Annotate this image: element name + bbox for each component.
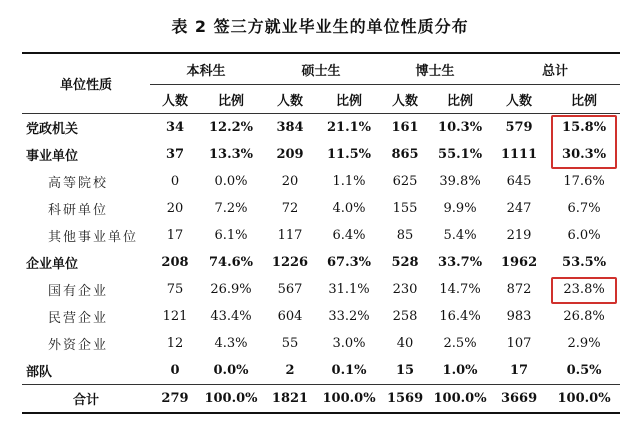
- ratio-cell: 15.8%: [562, 120, 607, 135]
- row-label: 民营企业: [48, 311, 109, 326]
- ratio-cell: 33.2%: [328, 309, 370, 324]
- ratio-cell: 74.6%: [209, 255, 254, 270]
- table-row: [22, 357, 620, 385]
- ratio-cell: 1.0%: [442, 363, 478, 378]
- count-cell: 528: [391, 255, 419, 270]
- ratio-cell: 6.0%: [567, 228, 601, 243]
- count-header: 人数: [380, 85, 430, 114]
- ratio-cell: 6.1%: [214, 228, 248, 243]
- count-cell: 72: [281, 201, 299, 216]
- ratio-cell: 13.3%: [209, 147, 254, 162]
- total-ratio-cell: 100.0%: [200, 385, 262, 414]
- count-cell: 247: [506, 201, 532, 216]
- count-cell: 34: [165, 120, 185, 135]
- total-count-cell: 279: [150, 385, 200, 414]
- ratio-cell: 3.0%: [332, 336, 366, 351]
- table-row: [22, 330, 620, 357]
- count-cell: 17: [510, 363, 529, 378]
- row-label: 部队: [26, 365, 53, 380]
- table-row: [22, 195, 620, 222]
- count-cell: 1962: [500, 255, 538, 270]
- count-cell: 107: [506, 336, 532, 351]
- count-cell: 579: [505, 120, 533, 135]
- row-label: 事业单位: [26, 149, 79, 164]
- count-cell: 872: [506, 282, 532, 297]
- table-row: [22, 249, 620, 276]
- count-cell: 1226: [271, 255, 309, 270]
- total-ratio-cell: 100.0%: [548, 385, 620, 414]
- ratio-cell: 17.6%: [563, 174, 605, 189]
- count-cell: 117: [277, 228, 303, 243]
- ratio-header: 比例: [548, 85, 620, 114]
- table-row: [22, 276, 620, 303]
- count-cell: 0: [170, 363, 180, 378]
- ratio-cell: 1.1%: [332, 174, 366, 189]
- table-row: [22, 222, 620, 249]
- ratio-cell: 4.0%: [332, 201, 366, 216]
- table-row: [22, 303, 620, 330]
- ratio-cell: 0.5%: [566, 363, 602, 378]
- total-count-cell: 1569: [380, 385, 430, 414]
- group-header-total: 总计: [490, 53, 620, 85]
- count-cell: 12: [166, 336, 184, 351]
- ratio-cell: 31.1%: [328, 282, 370, 297]
- ratio-cell: 2.5%: [443, 336, 477, 351]
- ratio-cell: 0.0%: [213, 363, 249, 378]
- count-cell: 983: [506, 309, 532, 324]
- count-cell: 208: [161, 255, 189, 270]
- ratio-cell: 0.1%: [331, 363, 367, 378]
- count-cell: 20: [166, 201, 184, 216]
- row-label: 党政机关: [26, 122, 79, 137]
- count-cell: 37: [165, 147, 185, 162]
- count-cell: 155: [392, 201, 418, 216]
- ratio-cell: 7.2%: [214, 201, 248, 216]
- count-cell: 604: [277, 309, 303, 324]
- ratio-cell: 2.9%: [567, 336, 601, 351]
- ratio-cell: 55.1%: [438, 147, 483, 162]
- count-cell: 258: [392, 309, 418, 324]
- count-header: 人数: [262, 85, 318, 114]
- total-count-cell: 1821: [262, 385, 318, 414]
- count-cell: 567: [277, 282, 303, 297]
- count-cell: 865: [391, 147, 419, 162]
- ratio-header: 比例: [430, 85, 490, 114]
- total-label: 合计: [22, 385, 150, 414]
- total-row: [22, 385, 620, 414]
- count-cell: 75: [166, 282, 184, 297]
- group-header-phd: 博士生: [380, 53, 490, 85]
- ratio-cell: 5.4%: [443, 228, 477, 243]
- row-label: 外资企业: [48, 338, 109, 353]
- count-cell: 0: [170, 174, 180, 189]
- count-cell: 219: [506, 228, 532, 243]
- row-label: 高等院校: [48, 176, 109, 191]
- count-cell: 645: [506, 174, 532, 189]
- distribution-table: [22, 52, 620, 414]
- ratio-cell: 67.3%: [327, 255, 372, 270]
- ratio-cell: 43.4%: [210, 309, 252, 324]
- ratio-header: 比例: [318, 85, 380, 114]
- row-label: 其他事业单位: [48, 230, 139, 245]
- count-header: 人数: [150, 85, 200, 114]
- count-cell: 55: [281, 336, 299, 351]
- total-ratio-cell: 100.0%: [430, 385, 490, 414]
- count-cell: 121: [162, 309, 188, 324]
- count-cell: 20: [281, 174, 299, 189]
- ratio-cell: 10.3%: [438, 120, 483, 135]
- ratio-cell: 39.8%: [439, 174, 481, 189]
- ratio-header: 比例: [200, 85, 262, 114]
- ratio-cell: 9.9%: [443, 201, 477, 216]
- count-cell: 15: [395, 363, 415, 378]
- table-row: [22, 114, 620, 142]
- ratio-cell: 6.4%: [332, 228, 366, 243]
- group-header-undergrad: 本科生: [150, 53, 262, 85]
- ratio-cell: 30.3%: [562, 147, 607, 162]
- ratio-cell: 26.8%: [563, 309, 605, 324]
- group-header-master: 硕士生: [262, 53, 380, 85]
- ratio-cell: 4.3%: [214, 336, 248, 351]
- ratio-cell: 23.8%: [563, 282, 605, 297]
- row-label: 科研单位: [48, 203, 109, 218]
- total-ratio-cell: 100.0%: [318, 385, 380, 414]
- row-label: 企业单位: [26, 257, 79, 272]
- total-count-cell: 3669: [490, 385, 548, 414]
- ratio-cell: 14.7%: [439, 282, 481, 297]
- ratio-cell: 21.1%: [327, 120, 372, 135]
- count-cell: 161: [391, 120, 419, 135]
- ratio-cell: 12.2%: [209, 120, 254, 135]
- count-cell: 40: [396, 336, 414, 351]
- count-cell: 2: [285, 363, 295, 378]
- unit-type-header: 单位性质: [22, 53, 150, 114]
- ratio-cell: 53.5%: [562, 255, 607, 270]
- ratio-cell: 6.7%: [567, 201, 601, 216]
- ratio-cell: 33.7%: [438, 255, 483, 270]
- ratio-cell: 0.0%: [214, 174, 248, 189]
- table-row: [22, 141, 620, 168]
- count-cell: 384: [276, 120, 304, 135]
- count-cell: 230: [392, 282, 418, 297]
- row-label: 国有企业: [48, 284, 109, 299]
- count-cell: 209: [276, 147, 304, 162]
- table-title: 表 2 签三方就业毕业生的单位性质分布: [171, 17, 469, 36]
- ratio-cell: 16.4%: [439, 309, 481, 324]
- count-cell: 85: [396, 228, 414, 243]
- ratio-cell: 11.5%: [327, 147, 372, 162]
- count-cell: 17: [166, 228, 184, 243]
- count-cell: 1111: [500, 147, 538, 162]
- count-cell: 625: [392, 174, 418, 189]
- table-row: [22, 168, 620, 195]
- count-header: 人数: [490, 85, 548, 114]
- ratio-cell: 26.9%: [210, 282, 252, 297]
